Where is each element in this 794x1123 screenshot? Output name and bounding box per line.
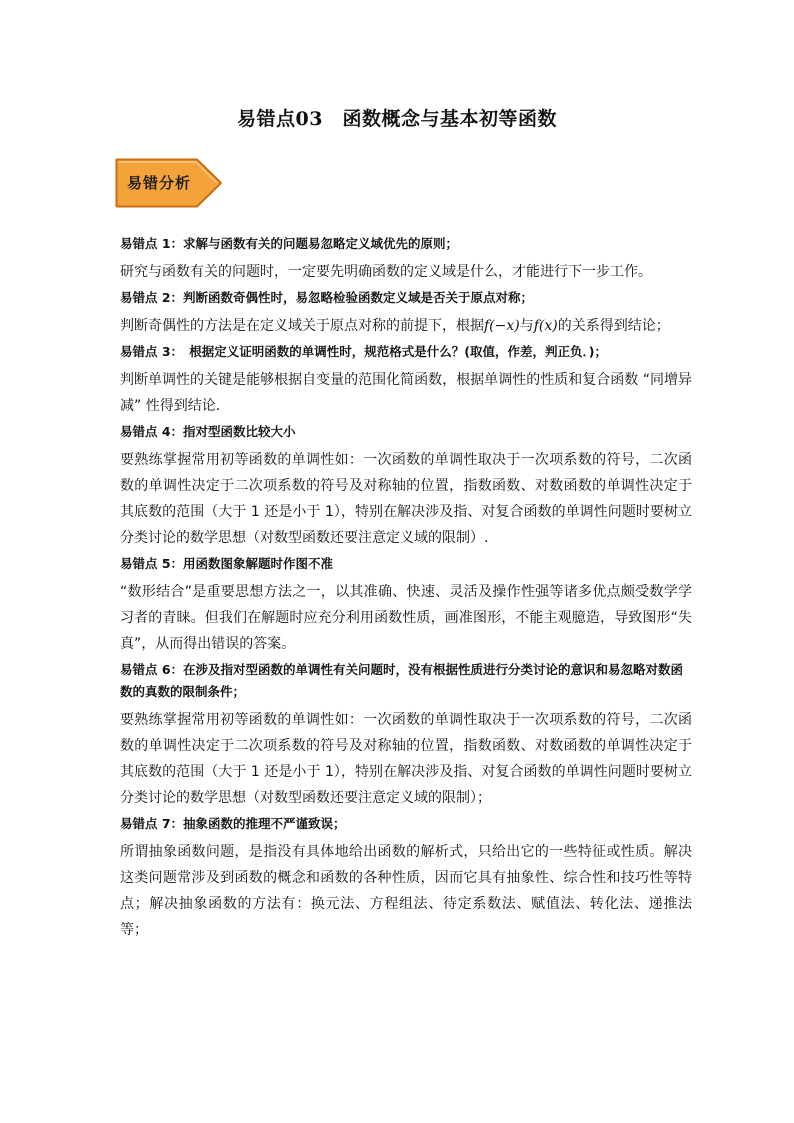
error-points-list bbox=[120, 233, 692, 945]
error-point-6 bbox=[120, 659, 692, 811]
body-text: 与 bbox=[519, 318, 534, 334]
error-point-body: 要熟练掌握常用初等函数的单调性如：一次函数的单调性取决于一次项系数的符号，二次函数的单调性决定于二次项系数的符号及对称轴的位置，指数函数、对数函数的单调性决定于其底数的范围（大于 1 还是小于 1），特别在解决涉及指、对复合函数的单调性问题时要树立分类讨论的数学思想（对数型函数还要注意定义域的限制）； bbox=[120, 712, 692, 806]
error-point-title: 易错点 6：在涉及指对型函数的单调性有关问题时，没有根据性质进行分类讨论的意识和易忽略对数函数的真数的限制条件； bbox=[120, 662, 684, 699]
math-f-x: f(x) bbox=[533, 318, 558, 334]
section-tag bbox=[115, 158, 223, 208]
error-point-4 bbox=[120, 421, 692, 551]
math-f-neg-x: f(−x) bbox=[484, 318, 520, 334]
error-point-body: 要熟练掌握常用初等函数的单调性如：一次函数的单调性取决于一次项系数的符号，二次函数的单调性决定于二次项系数的符号及对称轴的位置，指数函数、对数函数的单调性决定于其底数的范围（大于 1 还是小于 1），特别在解决涉及指、对复合函数的单调性问题时要树立分类讨论的数学思想（对数型函数还要注意定义域的限制）. bbox=[120, 452, 692, 546]
error-point-body: 研究与函数有关的问题时，一定要先明确函数的定义域是什么，才能进行下一步工作。 bbox=[120, 264, 652, 280]
error-point-title: 易错点 3： 根据定义证明函数的单调性时，规范格式是什么？(取值，作差，判正负．)； bbox=[120, 344, 607, 359]
error-point-title: 易错点 4：指对型函数比较大小 bbox=[120, 424, 296, 439]
error-point-2 bbox=[120, 287, 692, 339]
error-point-7 bbox=[120, 813, 692, 943]
error-point-3 bbox=[120, 341, 692, 419]
error-point-title: 易错点 2：判断函数奇偶性时，易忽略检验函数定义域是否关于原点对称； bbox=[120, 290, 534, 305]
error-point-body: 判断单调性的关键是能够根据自变量的范围化简函数，根据单调性的性质和复合函数 “同增异减” 性得到结论. bbox=[120, 372, 692, 414]
error-point-body: “数形结合”是重要思想方法之一，以其准确、快速、灵活及操作性强等诸多优点颇受数学学习者的青睐。但我们在解题时应充分利用函数性质，画准图形，不能主观臆造，导致图形“失真”，从而得出错误的答案。 bbox=[120, 584, 692, 652]
error-point-body bbox=[120, 313, 692, 339]
error-point-1 bbox=[120, 233, 692, 285]
error-point-body: 所谓抽象函数问题，是指没有具体地给出函数的解析式，只给出它的一些特征或性质。解决这类问题常涉及到函数的概念和函数的各种性质，因而它具有抽象性、综合性和技巧性等特点；解决抽象函数的方法有：换元法、方程组法、待定系数法、赋值法、转化法、递推法等； bbox=[120, 844, 692, 938]
error-point-title: 易错点 1：求解与函数有关的问题易忽略定义域优先的原则； bbox=[120, 236, 459, 251]
error-point-title: 易错点 7：抽象函数的推理不严谨致误； bbox=[120, 816, 346, 831]
body-text: 判断奇偶性的方法是在定义域关于原点对称的前提下，根据 bbox=[120, 318, 484, 334]
error-point-5 bbox=[120, 553, 692, 657]
section-tag-label: 易错分析 bbox=[127, 174, 192, 192]
page-title: 易错点03 函数概念与基本初等函数 bbox=[237, 108, 557, 130]
error-point-title: 易错点 5：用函数图象解题时作图不准 bbox=[120, 556, 334, 571]
body-text: 的关系得到结论； bbox=[557, 318, 670, 334]
